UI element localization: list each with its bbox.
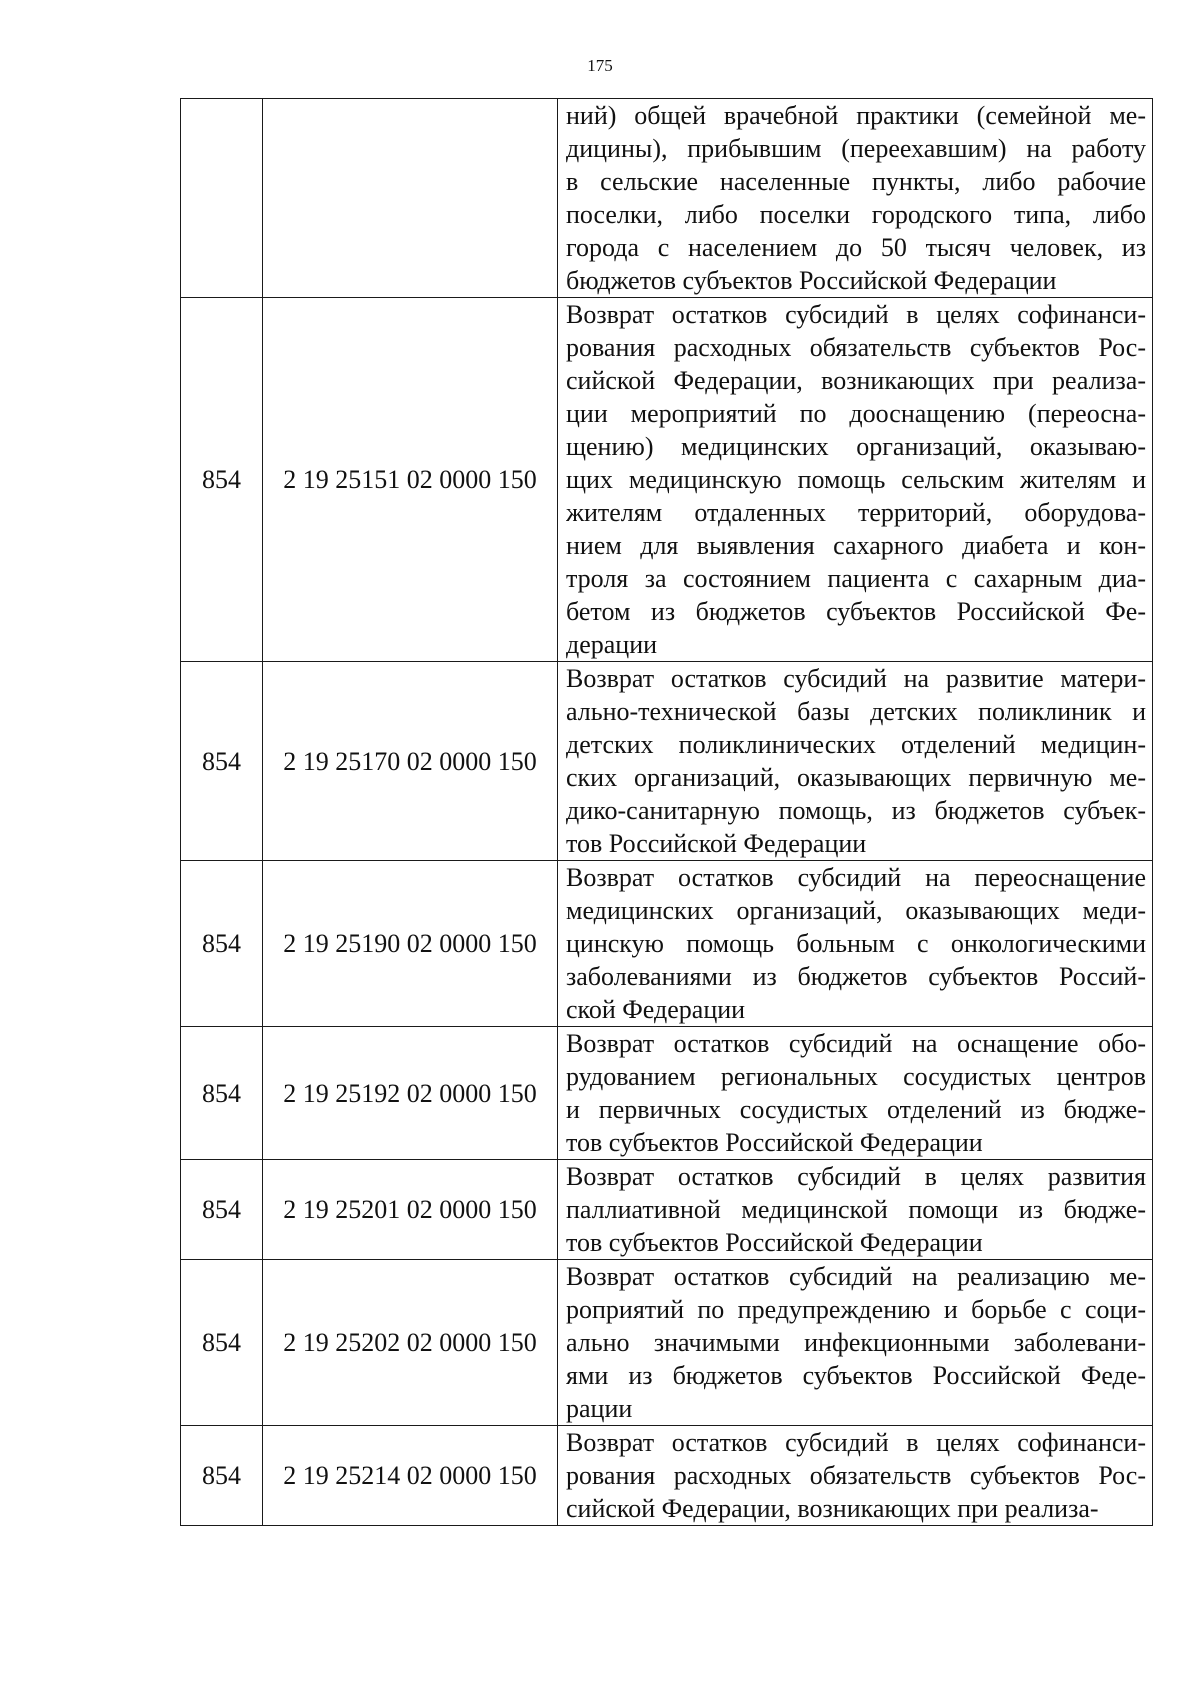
budget-classification-code-cell: 2 19 25201 02 0000 150 [263, 1160, 558, 1260]
table-row [181, 861, 1153, 1027]
table-row [181, 1027, 1153, 1160]
table-row [181, 1426, 1153, 1526]
description-line: Возврат остатков субсидий в целях развития [566, 1162, 1146, 1191]
page-number: 175 [587, 56, 613, 75]
description-line: бюджетов субъектов Российской Федерации [566, 266, 1057, 295]
table-row [181, 1160, 1153, 1260]
description-line: тов Российской Федерации [566, 829, 867, 858]
revenue-description-cell [558, 99, 1153, 298]
description-line: сийской Федерации, возникающих при реализа- [566, 366, 1146, 395]
description-line: бетом из бюджетов субъектов Российской Фе- [566, 597, 1146, 626]
description-line: Возврат остатков субсидий на переоснащение [566, 863, 1146, 892]
description-line: паллиативной медицинской помощи из бюдже- [566, 1195, 1146, 1224]
admin-code-cell: 854 [181, 1027, 263, 1160]
description-line: ции мероприятий по дооснащению (переосна- [566, 399, 1146, 428]
admin-code-cell: 854 [181, 298, 263, 662]
description-line: и первичных сосудистых отделений из бюдже- [566, 1095, 1146, 1124]
description-line: рования расходных обязательств субъектов Рос- [566, 1461, 1146, 1490]
description-line: города с населением до 50 тысяч человек, из [566, 233, 1146, 262]
description-line: роприятий по предупреждению и борьбе с соци- [566, 1295, 1146, 1324]
table-row [181, 99, 1153, 298]
budget-classification-code-cell: 2 19 25170 02 0000 150 [263, 662, 558, 861]
admin-code-cell: 854 [181, 1160, 263, 1260]
description-line: щих медицинскую помощь сельским жителям и [566, 465, 1146, 494]
description-line: щению) медицинских организаций, оказываю- [566, 432, 1146, 461]
revenue-description-cell [558, 1027, 1153, 1160]
budget-codes-table [180, 98, 1153, 1526]
description-line: тов субъектов Российской Федерации [566, 1128, 983, 1157]
description-line: тов субъектов Российской Федерации [566, 1228, 983, 1257]
description-line: рации [566, 1394, 633, 1423]
admin-code-cell: 854 [181, 1426, 263, 1526]
description-line: ской Федерации [566, 995, 746, 1024]
description-line: ских организаций, оказывающих первичную ме- [566, 763, 1146, 792]
admin-code-cell [181, 99, 263, 298]
description-line: сийской Федерации, возникающих при реализа- [566, 1494, 1099, 1523]
description-line: дико-санитарную помощь, из бюджетов субъек- [566, 796, 1146, 825]
description-line: Возврат остатков субсидий на реализацию ме- [566, 1262, 1146, 1291]
revenue-description-cell [558, 662, 1153, 861]
description-line: нием для выявления сахарного диабета и кон- [566, 531, 1146, 560]
budget-classification-code-cell: 2 19 25202 02 0000 150 [263, 1260, 558, 1426]
description-line: поселки, либо поселки городского типа, либо [566, 200, 1146, 229]
description-line: дерации [566, 630, 658, 659]
description-line: детских поликлинических отделений медицин- [566, 730, 1146, 759]
budget-classification-code-cell: 2 19 25151 02 0000 150 [263, 298, 558, 662]
description-line: троля за состоянием пациента с сахарным диа- [566, 564, 1146, 593]
budget-classification-code-cell: 2 19 25214 02 0000 150 [263, 1426, 558, 1526]
admin-code-cell: 854 [181, 1260, 263, 1426]
admin-code-cell: 854 [181, 861, 263, 1027]
description-line: жителям отдаленных территорий, оборудова- [566, 498, 1146, 527]
revenue-description-cell [558, 1160, 1153, 1260]
budget-classification-code-cell [263, 99, 558, 298]
description-line: рования расходных обязательств субъектов Рос- [566, 333, 1146, 362]
description-line: ально-технической базы детских поликлиник и [566, 697, 1146, 726]
table-body [181, 99, 1153, 1526]
table-row [181, 1260, 1153, 1426]
revenue-description-cell [558, 861, 1153, 1027]
revenue-description-cell [558, 1260, 1153, 1426]
description-line: Возврат остатков субсидий в целях софинанси- [566, 300, 1146, 329]
revenue-description-cell [558, 1426, 1153, 1526]
description-line: Возврат остатков субсидий на развитие матери- [566, 664, 1146, 693]
budget-classification-code-cell: 2 19 25190 02 0000 150 [263, 861, 558, 1027]
description-line: ний) общей врачебной практики (семейной ме- [566, 101, 1146, 130]
description-line: в сельские населенные пункты, либо рабочие [566, 167, 1146, 196]
description-line: медицинских организаций, оказывающих меди- [566, 896, 1146, 925]
description-line: цинскую помощь больным с онкологическими [566, 929, 1146, 958]
description-line: ями из бюджетов субъектов Российской Феде- [566, 1361, 1146, 1390]
description-line: заболеваниями из бюджетов субъектов Россий- [566, 962, 1146, 991]
description-line: дицины), прибывшим (переехавшим) на работу [566, 134, 1146, 163]
admin-code-cell: 854 [181, 662, 263, 861]
description-line: ально значимыми инфекционными заболевани- [566, 1328, 1146, 1357]
revenue-description-cell [558, 298, 1153, 662]
budget-classification-code-cell: 2 19 25192 02 0000 150 [263, 1027, 558, 1160]
table-row [181, 662, 1153, 861]
description-line: рудованием региональных сосудистых центров [566, 1062, 1146, 1091]
description-line: Возврат остатков субсидий в целях софинанси- [566, 1428, 1146, 1457]
description-line: Возврат остатков субсидий на оснащение обо- [566, 1029, 1146, 1058]
table-row [181, 298, 1153, 662]
